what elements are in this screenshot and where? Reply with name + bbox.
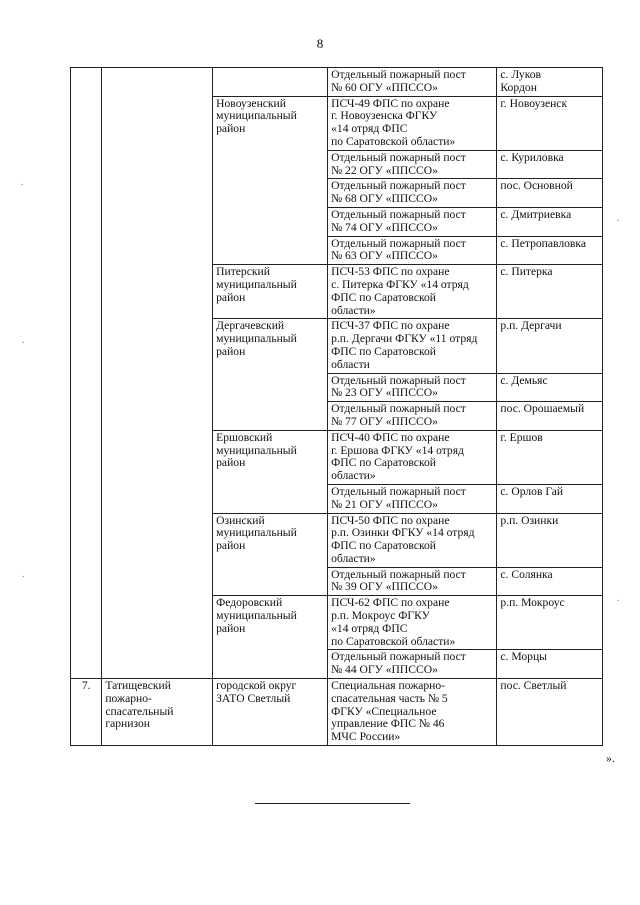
margin-mark: . xyxy=(617,213,620,224)
place-name: с. Луков Кордон xyxy=(500,68,542,94)
end-divider-line xyxy=(255,803,410,804)
unit-name: ПСЧ-40 ФПС по охране г. Ершова ФГКУ «14 отряд ФПС по Саратовской области» xyxy=(331,430,464,483)
place-cell xyxy=(497,265,603,319)
unit-name: ПСЧ-50 ФПС по охране р.п. Озинки ФГКУ «14 отряд ФПС по Саратовской области» xyxy=(331,513,475,565)
unit-name: Отдельный пожарный пост № 74 ОГУ «ППССО» xyxy=(331,207,466,234)
unit-name: Отдельный пожарный пост № 77 ОГУ «ППССО» xyxy=(331,402,466,428)
district-cell xyxy=(213,319,328,430)
unit-cell xyxy=(328,567,497,596)
place-cell xyxy=(497,484,603,513)
district-cell xyxy=(213,430,328,513)
place-name: р.п. Дергачи xyxy=(500,319,562,333)
place-cell xyxy=(497,402,603,431)
place-cell xyxy=(497,207,603,236)
unit-name: ПСЧ-49 ФПС по охране г. Новоузенска ФГКУ «14 отряд ФПС по Саратовской области» xyxy=(331,96,456,148)
place-cell xyxy=(497,179,603,208)
unit-cell xyxy=(328,513,497,567)
place-name: р.п. Мокроус xyxy=(500,596,565,610)
unit-name: Отдельный пожарный пост № 63 ОГУ «ППССО» xyxy=(331,236,466,263)
unit-cell xyxy=(328,319,497,373)
unit-name: ПСЧ-62 ФПС по охране р.п. Мокроус ФГКУ «14 отряд ФПС по Саратовской области» xyxy=(331,596,456,648)
unit-name: Отдельный пожарный пост № 44 ОГУ «ППССО» xyxy=(331,650,466,677)
unit-cell xyxy=(328,596,497,650)
unit-cell xyxy=(328,150,497,179)
place-cell xyxy=(497,373,603,402)
garrison-cell xyxy=(102,68,213,679)
margin-mark: . xyxy=(21,177,24,188)
unit-name: Отдельный пожарный пост № 21 ОГУ «ППССО» xyxy=(331,484,466,511)
place-cell xyxy=(497,150,603,179)
unit-name: Отдельный пожарный пост № 60 ОГУ «ППССО» xyxy=(331,68,466,94)
place-cell xyxy=(497,650,603,679)
place-name: с. Петропавловка xyxy=(500,236,587,250)
place-name: г. Новоузенск xyxy=(500,96,568,110)
district-cell xyxy=(213,265,328,319)
place-name: пос. Светлый xyxy=(500,679,567,693)
unit-name: ПСЧ-53 ФПС по охране с. Питерка ФГКУ «14 отряд ФПС по Саратовской области» xyxy=(331,265,469,317)
row-number-cell xyxy=(71,679,102,746)
unit-cell xyxy=(328,373,497,402)
margin-mark: . xyxy=(22,335,25,346)
place-name: с. Орлов Гай xyxy=(500,484,564,498)
place-name: пос. Орошаемый xyxy=(500,402,585,416)
unit-cell xyxy=(328,430,497,484)
district-cell xyxy=(213,596,328,679)
district-name: городской округ ЗАТО Светлый xyxy=(216,679,297,705)
district-name: Ершовский муниципальный район xyxy=(216,430,297,470)
place-name: с. Дмитриевка xyxy=(500,207,572,221)
district-name: Питерский муниципальный район xyxy=(216,265,297,304)
fire-stations-table xyxy=(70,67,603,746)
place-cell xyxy=(497,96,603,150)
district-name: Федоровский муниципальный район xyxy=(216,596,297,635)
place-name: г. Ершов xyxy=(500,430,543,444)
unit-cell xyxy=(328,402,497,431)
page-number: 8 xyxy=(316,36,324,51)
unit-cell xyxy=(328,236,497,265)
unit-name: Отдельный пожарный пост № 23 ОГУ «ППССО» xyxy=(331,373,466,400)
district-cell xyxy=(213,68,328,97)
unit-name: Отдельный пожарный пост № 22 ОГУ «ППССО» xyxy=(331,150,466,177)
place-name: пос. Основной xyxy=(500,179,573,193)
place-cell xyxy=(497,68,603,97)
place-name: р.п. Озинки xyxy=(500,513,559,527)
unit-name: Специальная пожарно- спасательная часть № 5 ФГКУ «Специальное управление ФПС № 46 МЧС России» xyxy=(331,679,448,744)
place-cell xyxy=(497,430,603,484)
garrison-cell xyxy=(102,679,213,746)
place-name: с. Солянка xyxy=(500,567,553,581)
place-cell xyxy=(497,236,603,265)
place-cell xyxy=(497,679,603,746)
unit-cell xyxy=(328,96,497,150)
unit-name: Отдельный пожарный пост № 39 ОГУ «ППССО» xyxy=(331,567,466,594)
table-row xyxy=(71,68,603,97)
margin-mark: . xyxy=(617,593,620,604)
unit-cell xyxy=(328,484,497,513)
row-number-cell xyxy=(71,68,102,679)
district-cell xyxy=(213,679,328,746)
place-name: с. Куриловка xyxy=(500,150,564,164)
garrison-name: Татищевский пожарно- спасательный гарнизон xyxy=(105,679,174,731)
unit-name: ПСЧ-37 ФПС по охране р.п. Дергачи ФГКУ «11 отряд ФПС по Саратовской области xyxy=(331,319,478,371)
unit-cell xyxy=(328,265,497,319)
unit-cell xyxy=(328,650,497,679)
district-name: Дергачевский муниципальный район xyxy=(216,319,297,358)
place-name: с. Демьяс xyxy=(500,373,548,387)
unit-name: Отдельный пожарный пост № 68 ОГУ «ППССО» xyxy=(331,179,466,206)
district-name: Новоузенский муниципальный район xyxy=(216,96,297,136)
margin-mark: . xyxy=(22,569,25,580)
row-number: 7. xyxy=(81,679,91,693)
place-cell xyxy=(497,567,603,596)
unit-cell xyxy=(328,207,497,236)
unit-cell xyxy=(328,68,497,97)
district-name: Озинский муниципальный район xyxy=(216,513,297,553)
place-name: с. Морцы xyxy=(500,650,547,664)
district-cell xyxy=(213,96,328,265)
table-row xyxy=(71,679,603,746)
closing-quote: ». xyxy=(606,751,615,765)
place-cell xyxy=(497,513,603,567)
unit-cell xyxy=(328,679,497,746)
place-cell xyxy=(497,596,603,650)
unit-cell xyxy=(328,179,497,208)
place-name: с. Питерка xyxy=(500,265,553,279)
place-cell xyxy=(497,319,603,373)
district-cell xyxy=(213,513,328,596)
